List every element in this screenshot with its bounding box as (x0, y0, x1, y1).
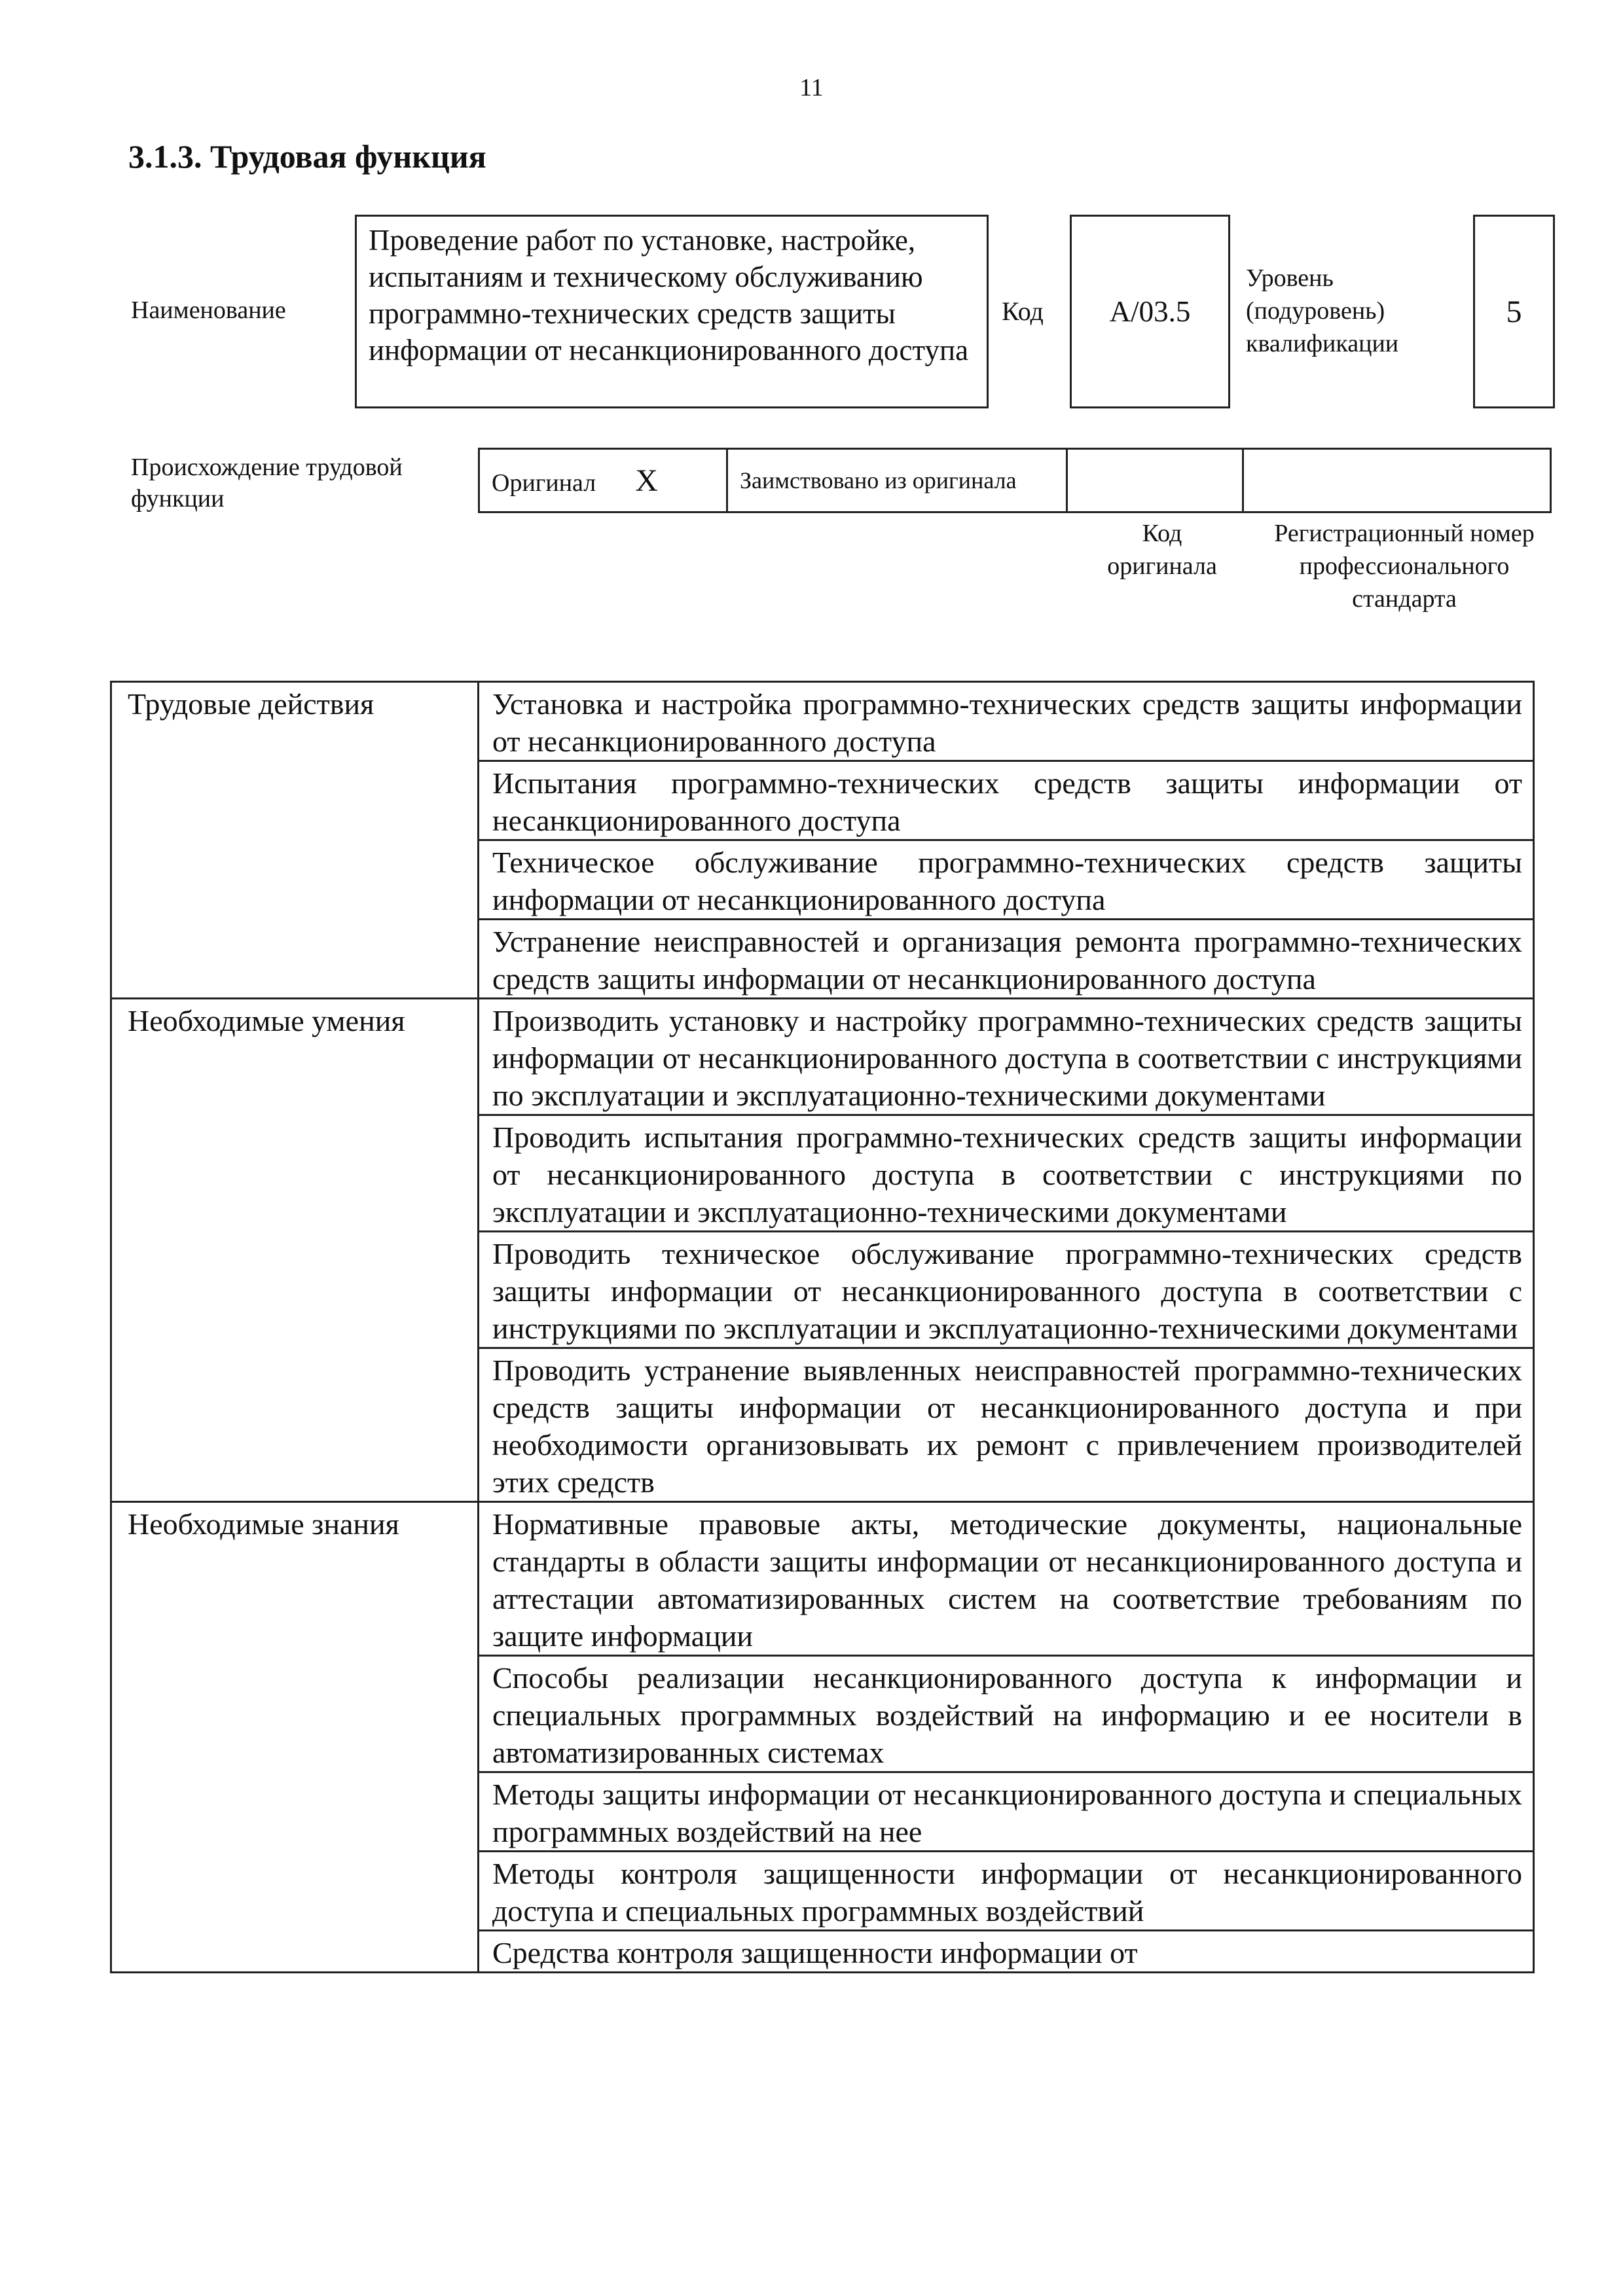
code-label: Код (1002, 296, 1044, 326)
origin-table (478, 448, 1552, 513)
origin-label: Происхождение трудовой функции (131, 454, 403, 512)
origin-original-cell (479, 449, 727, 512)
origin-code-cell (1067, 449, 1243, 512)
section-item: Установка и настройка программно-технических средств защиты информации от несанкционированного доступа (479, 682, 1534, 761)
section-item: Проводить испытания программно-технических средств защиты информации от несанкционированного доступа в соответствии с инструкциями по эксплуатации и эксплуатационно-техническими документами (479, 1115, 1534, 1232)
section-item: Проводить устранение выявленных неисправностей программно-технических средств защиты информации от несанкционированного доступа и при необходимости организовывать их ремонт с привлечением производителей этих средств (479, 1348, 1534, 1502)
section-item: Проводить техническое обслуживание программно-технических средств защиты информации от несанкционированного доступа в соответствии с инструкциями по эксплуатации и эксплуатационно-техническими документами (479, 1232, 1534, 1348)
section-title: 3.1.3. Трудовая функция (128, 138, 486, 175)
level-value: 5 (1506, 294, 1522, 329)
section-item: Средства контроля защищенности информации от (479, 1931, 1534, 1973)
reg-number-cell (1243, 449, 1551, 512)
section-heading: Трудовые действия (111, 682, 479, 999)
section-item: Испытания программно-технических средств защиты информации от несанкционированного доступа (479, 761, 1534, 840)
page-number: 11 (799, 74, 824, 101)
section-item: Способы реализации несанкционированного доступа к информации и специальных программных воздействий на информацию и ее носители в автоматизированных системах (479, 1656, 1534, 1772)
table-row (111, 999, 1534, 1115)
function-code-box (1070, 215, 1230, 408)
borrowed-label: Заимствовано из оригинала (727, 449, 1067, 512)
name-label: Наименование (131, 296, 286, 324)
section-heading: Необходимые умения (111, 999, 479, 1502)
section-item: Методы защиты информации от несанкционированного доступа и специальных программных воздействий на нее (479, 1772, 1534, 1852)
table-row (111, 682, 1534, 761)
function-code: А/03.5 (1109, 295, 1191, 328)
original-label: Оригинал (492, 469, 596, 497)
original-mark: X (635, 463, 658, 498)
level-label: Уровень (подуровень) квалификации (1246, 264, 1399, 357)
reg-caption: Регистрационный номер профессионального стандарта (1274, 520, 1535, 613)
section-heading: Необходимые знания (111, 1502, 479, 1973)
level-box (1473, 215, 1555, 408)
section-item: Устранение неисправностей и организация ремонта программно-технических средств защиты информации от несанкционированного доступа (479, 920, 1534, 999)
function-name-box: Проведение работ по установке, настройке, испытаниям и техническому обслуживанию программно-технических средств защиты информации от несанкционированного доступа (355, 215, 989, 408)
function-details-table (110, 681, 1535, 1973)
code-caption: Код оригинала (1107, 520, 1217, 580)
table-row (111, 1502, 1534, 1656)
section-item: Нормативные правовые акты, методические документы, национальные стандарты в области защиты информации от несанкционированного доступа и аттестации автоматизированных систем на соответствие требованиям по защите информации (479, 1502, 1534, 1656)
section-item: Методы контроля защищенности информации от несанкционированного доступа и специальных программных воздействий (479, 1852, 1534, 1931)
section-item: Техническое обслуживание программно-технических средств защиты информации от несанкционированного доступа (479, 840, 1534, 920)
section-item: Производить установку и настройку программно-технических средств защиты информации от несанкционированного доступа в соответствии с инструкциями по эксплуатации и эксплуатационно-техническими документами (479, 999, 1534, 1115)
